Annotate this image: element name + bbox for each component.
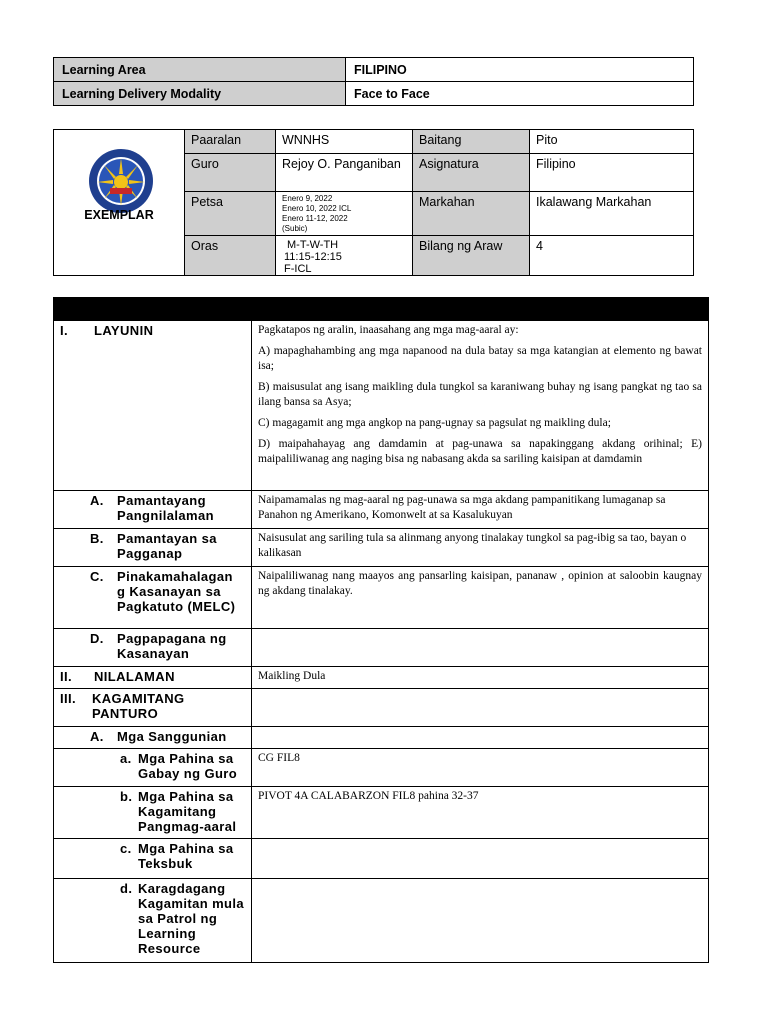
table-row xyxy=(54,727,709,749)
school-value: WNNHS xyxy=(276,130,413,154)
table-row xyxy=(54,879,709,963)
subsection-letter: B. xyxy=(90,531,104,546)
section-layunin xyxy=(54,321,252,491)
section-nilalaman xyxy=(54,667,252,689)
quarter-label: Markahan xyxy=(413,192,530,236)
item-label: Mga Pahina sa Gabay ng Guro xyxy=(138,751,238,781)
time-label: Oras xyxy=(185,236,276,276)
subsection-label: Pamantayang Pangnilalaman xyxy=(117,493,214,523)
item-letter: c. xyxy=(120,841,132,856)
item-gabay-ng-guro xyxy=(54,749,252,787)
item-letter: a. xyxy=(120,751,132,766)
subject-value: Filipino xyxy=(530,154,694,192)
school-label: Paaralan xyxy=(185,130,276,154)
learning-area-value: FILIPINO xyxy=(346,58,694,82)
learning-modality-label: Learning Delivery Modality xyxy=(54,82,346,106)
melc-value: Naipaliliwanag nang maayos ang pansarling kaisipan, pananaw , opinion at saloobin kaugnay ng akdang tinalakay. xyxy=(252,567,709,629)
teksbuk-value xyxy=(252,839,709,879)
grade-label: Baitang xyxy=(413,130,530,154)
section-kagamitang-panturo xyxy=(54,689,252,727)
learning-area-row xyxy=(54,58,694,82)
date-line: Enero 11-12, 2022 xyxy=(282,214,348,223)
layunin-item: A) mapaghahambing ang mga napanood na dula batay sa mga katangian at elemento ng bawat isa; xyxy=(258,345,702,372)
days-value: 4 xyxy=(530,236,694,276)
item-letter: d. xyxy=(120,881,133,896)
karagdagang-value xyxy=(252,879,709,963)
header-info-table xyxy=(53,129,694,276)
date-value xyxy=(276,192,413,236)
teacher-label: Guro xyxy=(185,154,276,192)
table-row xyxy=(54,749,709,787)
grade-value: Pito xyxy=(530,130,694,154)
item-karagdagang-kagamitan xyxy=(54,879,252,963)
subsection-letter: A. xyxy=(90,493,104,508)
time-line: F-ICL xyxy=(284,263,312,275)
item-label: Mga Pahina sa Teksbuk xyxy=(138,841,234,871)
subsection-label: Pinakamahalagan g Kasanayan sa Pagkatuto (MELC) xyxy=(117,569,236,614)
table-row xyxy=(54,629,709,667)
learning-modality-row xyxy=(54,82,694,106)
subsection-letter: C. xyxy=(90,569,104,584)
subsection-label: Pagpapagana ng Kasanayan xyxy=(117,631,227,661)
item-label: Karagdagang Kagamitan mula sa Patrol ng Learning Resource xyxy=(138,881,245,956)
table-row xyxy=(54,567,709,629)
subsection-pamantayang-pangnilalaman xyxy=(54,491,252,529)
item-label: Mga Pahina sa Kagamitang Pangmag-aaral xyxy=(138,789,237,834)
logo-label: EXEMPLAR xyxy=(84,208,154,222)
layunin-item: D) maipahahayag ang damdamin at pag-unawa sa napakinggang akdang orihinal; E) maipaliliwanag ang naging bisa ng nabasang akda sa sariling kaisipan at damdamin xyxy=(258,438,702,465)
teacher-value: Rejoy O. Panganiban xyxy=(276,154,413,192)
learning-info-table xyxy=(53,57,694,106)
table-row xyxy=(54,839,709,879)
lesson-plan-table xyxy=(53,297,709,963)
pamantayang-pangnilalaman-value: Naipamamalas ng mag-aaral ng pag-unawa sa mga akdang pampanitikang lumaganap sa Panahon ng Amerikano, Komonwelt at sa Kasalukuyan xyxy=(252,491,709,529)
section-number: I. xyxy=(60,323,69,338)
gabay-value: CG FIL8 xyxy=(252,749,709,787)
section-label: KAGAMITANG PANTURO xyxy=(91,691,185,721)
date-line: Enero 10, 2022 ICL xyxy=(282,204,352,213)
subsection-sanggunian xyxy=(54,727,252,749)
date-label: Petsa xyxy=(185,192,276,236)
date-line: (Subic) xyxy=(282,224,308,233)
pagpapagana-value xyxy=(252,629,709,667)
subsection-melc xyxy=(54,567,252,629)
subject-label: Asignatura xyxy=(413,154,530,192)
time-line: M-T-W-TH xyxy=(287,239,339,251)
pamantayan-sa-pagganap-value: Naisusulat ang sariling tula sa alinmang anyong tinalakay tungkol sa pag-ibig sa tao, bayan o kalikasan xyxy=(252,529,709,567)
layunin-intro: Pagkatapos ng aralin, inaasahang ang mga mag-aaral ay: xyxy=(258,324,519,336)
layunin-item: B) maisusulat ang isang maikling dula tungkol sa karaniwang buhay ng isang pangkat ng tao sa ilang bansa sa Asya; xyxy=(258,381,702,408)
layunin-content xyxy=(252,321,709,491)
section-number: III. xyxy=(60,691,77,706)
subsection-pagpapagana xyxy=(54,629,252,667)
item-letter: b. xyxy=(120,789,133,804)
learning-modality-value: Face to Face xyxy=(346,82,694,106)
quarter-value: Ikalawang Markahan xyxy=(530,192,694,236)
layunin-item: C) magagamit ang mga angkop na pang-ugnay sa pagsulat ng maikling dula; xyxy=(258,417,611,429)
item-kagamitang-pangmag-aaral xyxy=(54,787,252,839)
learning-area-label: Learning Area xyxy=(54,58,346,82)
nilalaman-value: Maikling Dula xyxy=(252,667,709,689)
section-number: II. xyxy=(60,669,73,684)
subsection-label: Pamantayan sa Pagganap xyxy=(117,531,217,561)
subsection-letter: D. xyxy=(90,631,104,646)
time-value xyxy=(276,236,413,276)
section-label: LAYUNIN xyxy=(94,323,154,338)
subsection-letter: A. xyxy=(90,729,104,744)
table-row xyxy=(54,689,709,727)
time-line: 11:15-12:15 xyxy=(284,251,342,263)
section-label: NILALAMAN xyxy=(94,669,175,684)
date-line: Enero 9, 2022 xyxy=(282,194,333,203)
table-row xyxy=(54,787,709,839)
subsection-label: Mga Sanggunian xyxy=(117,729,227,744)
kagamitang-value xyxy=(252,689,709,727)
table-row xyxy=(54,321,709,491)
table-row xyxy=(54,667,709,689)
logo-cell xyxy=(54,130,185,276)
days-label: Bilang ng Araw xyxy=(413,236,530,276)
table-header-bar xyxy=(54,298,709,321)
kagamitang-pangmag-value: PIVOT 4A CALABARZON FIL8 pahina 32-37 xyxy=(252,787,709,839)
sanggunian-value xyxy=(252,727,709,749)
subsection-pamantayan-sa-pagganap xyxy=(54,529,252,567)
table-row xyxy=(54,491,709,529)
item-teksbuk xyxy=(54,839,252,879)
table-row xyxy=(54,529,709,567)
deped-seal-icon xyxy=(88,148,154,214)
